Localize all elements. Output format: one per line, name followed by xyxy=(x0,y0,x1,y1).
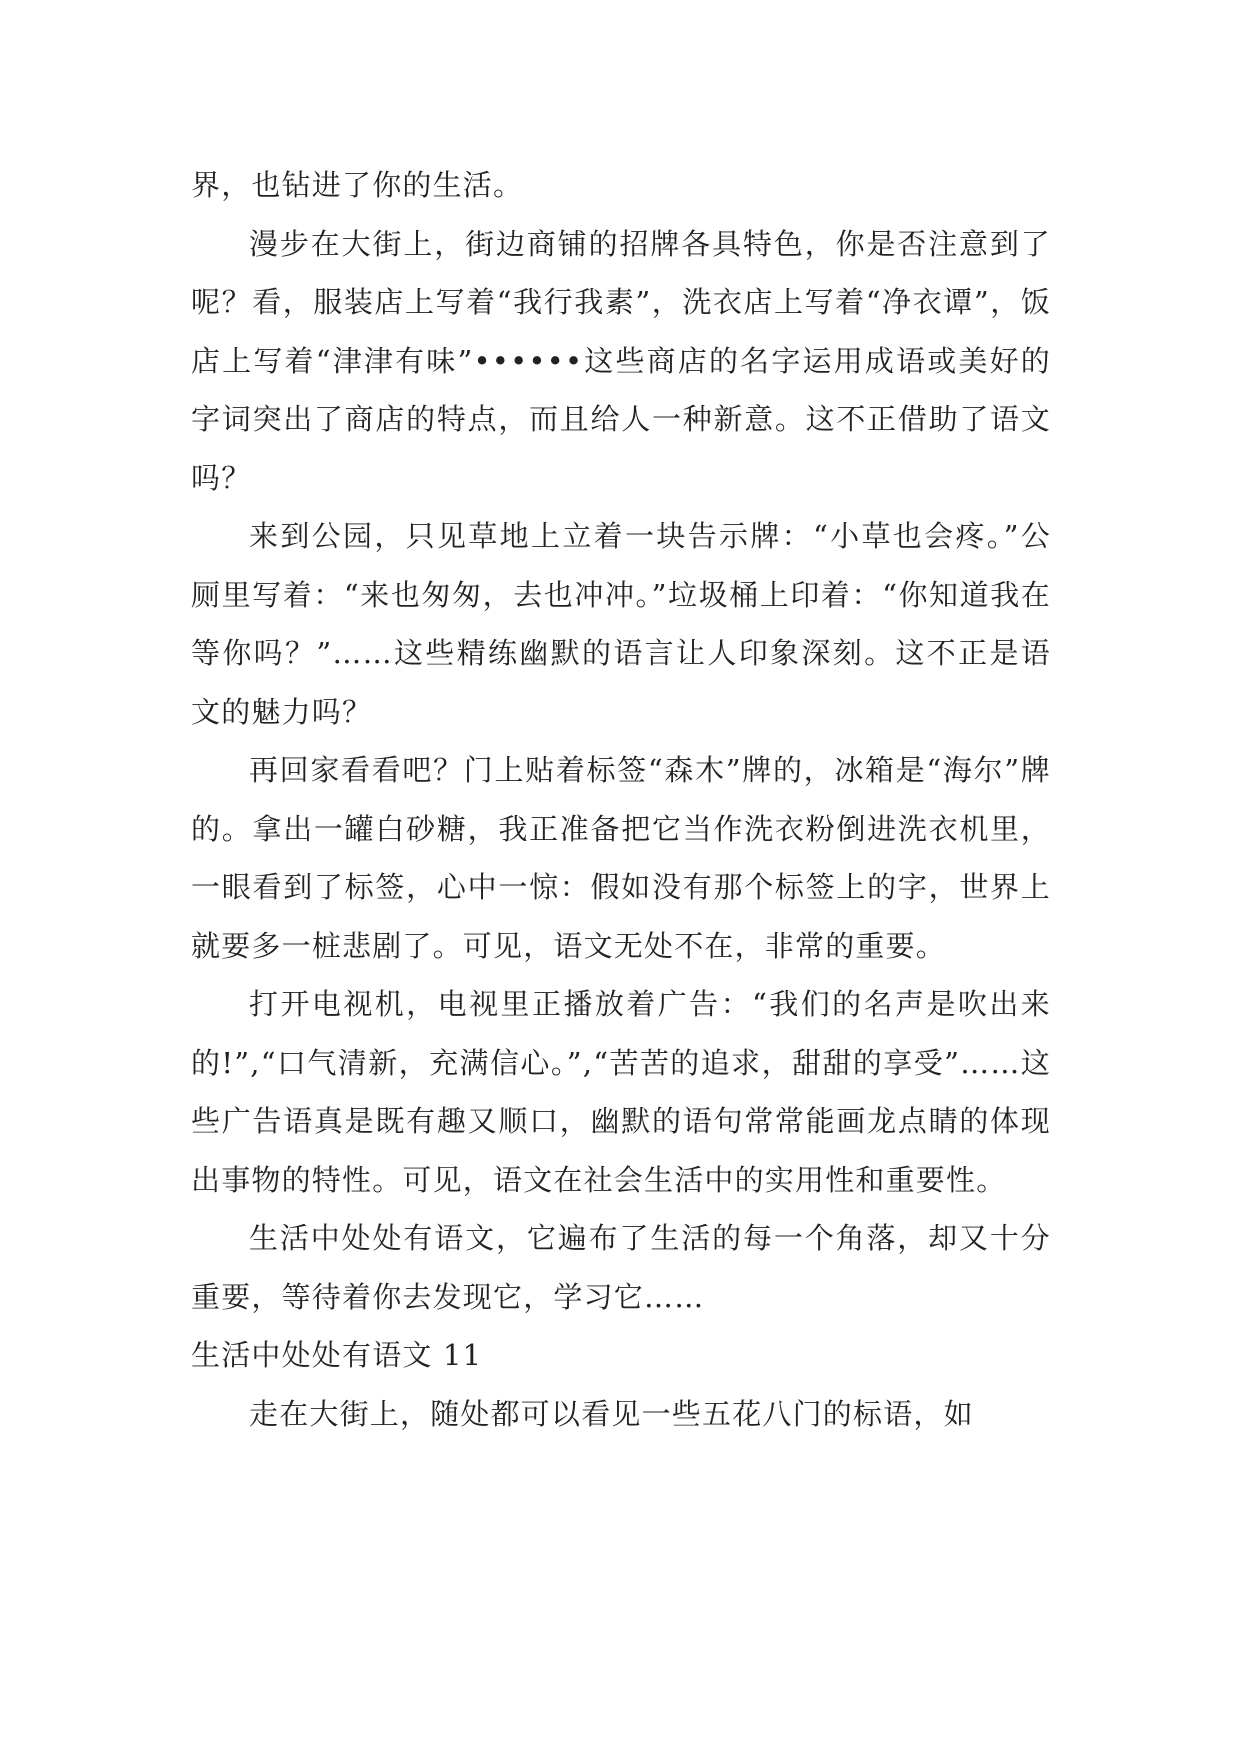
paragraph-4: 再回家看看吧？门上贴着标签“森木”牌的，冰箱是“海尔”牌的。拿出一罐白砂糖，我正准备把它当作洗衣粉倒进洗衣机里，一眼看到了标签，心中一惊：假如没有那个标签上的字，世界上就要多一桩悲剧了。可见，语文无处不在，非常的重要。 xyxy=(191,753,1051,963)
paragraph-3: 来到公园，只见草地上立着一块告示牌：“小草也会疼。”公厕里写着：“来也匆匆，去也冲冲。”垃圾桶上印着：“你知道我在等你吗？”……这些精练幽默的语言让人印象深刻。这不正是语文的魅力吗？ xyxy=(191,519,1051,729)
paragraph-1: 界，也钻进了你的生活。 xyxy=(191,168,524,202)
paragraph-7: 走在大街上，随处都可以看见一些五花八门的标语，如 xyxy=(249,1396,974,1431)
section-title: 生活中处处有语文 11 xyxy=(191,1338,483,1372)
paragraph-2: 漫步在大街上，街边商铺的招牌各具特色，你是否注意到了呢？看，服装店上写着“我行我素”，洗衣店上写着“净衣谭”，饭店上写着“津津有味”••••••这些商店的名字运用成语或美好的字词突出了商店的特点，而且给人一种新意。这不正借助了语文吗？ xyxy=(191,226,1051,495)
document-body xyxy=(191,156,1051,1443)
paragraph-5: 打开电视机，电视里正播放着广告：“我们的名声是吹出来的!”,“口气清新，充满信心。”,“苦苦的追求，甜甜的享受”……这些广告语真是既有趣又顺口，幽默的语句常常能画龙点睛的体现出事物的特性。可见，语文在社会生活中的实用性和重要性。 xyxy=(191,987,1051,1197)
paragraph-6: 生活中处处有语文，它遍布了生活的每一个角落，却又十分重要，等待着你去发现它，学习它…… xyxy=(191,1221,1051,1314)
